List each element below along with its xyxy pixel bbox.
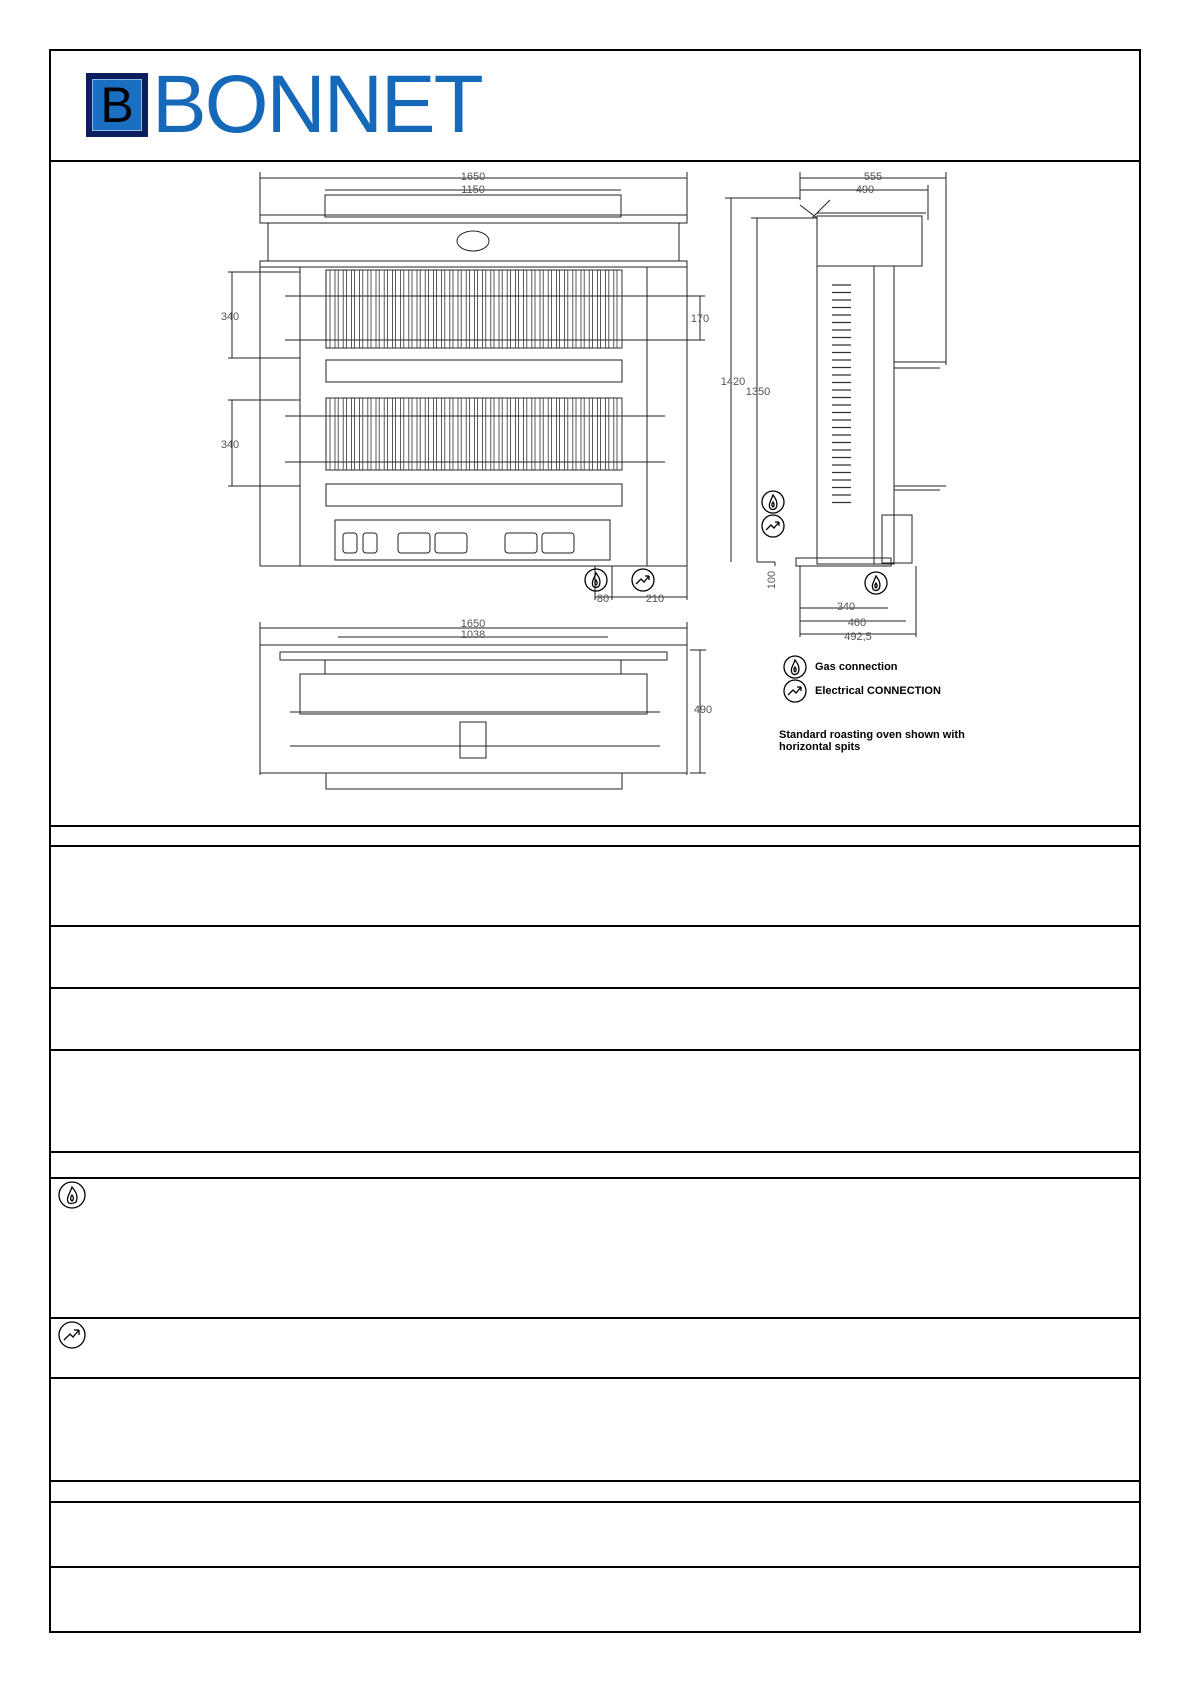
dim-front-width-total: 1650	[460, 171, 486, 183]
dim-top-width-total: 1650	[460, 618, 486, 630]
dim-side-depth-hood: 490	[855, 184, 875, 196]
legend-gas-label: Gas connection	[815, 661, 898, 673]
dim-side-depth-total: 555	[863, 171, 883, 183]
dim-side-height-total: 1420	[720, 376, 746, 388]
dim-front-spit-gap: 170	[690, 313, 710, 325]
front-view	[228, 172, 705, 600]
gas-flame-icon	[59, 1182, 85, 1208]
dim-top-depth: 490	[693, 704, 713, 716]
dim-front-spit-upper: 340	[220, 311, 240, 323]
gas-flame-icon	[585, 569, 607, 591]
logo-letter: B	[92, 79, 142, 131]
dim-front-offset-elec: 210	[645, 593, 665, 605]
gas-flame-icon	[865, 572, 887, 594]
legend-gas-icon	[784, 656, 806, 678]
dim-front-width-hood: 1150	[461, 184, 485, 196]
dim-side-base-c: 492,5	[844, 631, 872, 643]
electrical-plug-icon	[632, 569, 654, 591]
electrical-plug-icon	[59, 1322, 85, 1348]
dim-top-width-inner: 1038	[460, 629, 486, 641]
legend-electrical-label: Electrical CONNECTION	[815, 685, 941, 697]
legend-electrical-icon	[784, 680, 806, 702]
dim-front-spit-lower: 340	[220, 439, 240, 451]
electrical-plug-icon	[762, 515, 784, 537]
dim-side-foot-height: 100	[766, 570, 778, 590]
brand-name: BONNET	[152, 59, 482, 150]
dim-side-base-a: 340	[836, 601, 856, 613]
dim-front-offset-gas: 80	[596, 593, 610, 605]
gas-flame-icon	[762, 491, 784, 513]
dim-side-base-b: 460	[847, 617, 867, 629]
drawing-note: Standard roasting oven shown with horizontal spits	[779, 729, 965, 753]
dim-side-height-body: 1350	[745, 386, 771, 398]
top-view	[260, 622, 706, 789]
